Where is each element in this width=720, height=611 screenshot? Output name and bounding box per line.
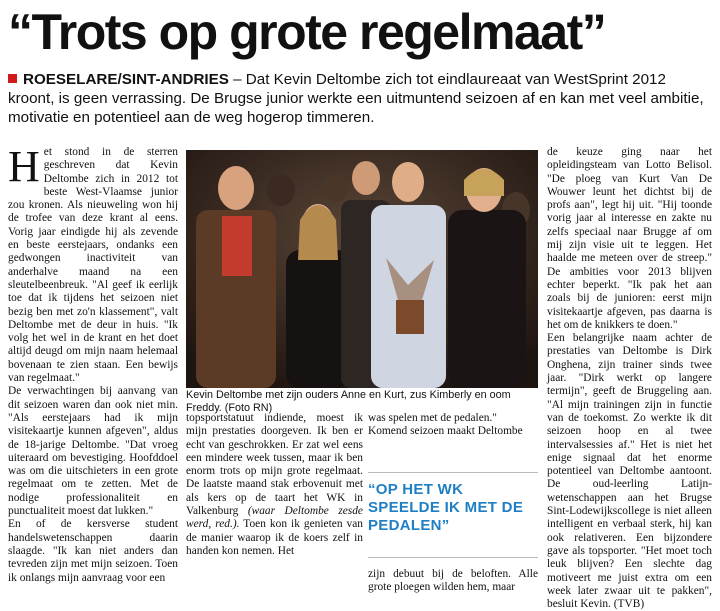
lead-text: – Dat Kevin Deltombe zich tot eindlaureaat van WestSprint 2012 kroont, is geen verrassing. De Brugse junior werkte een uitmuntend seizoen af en kan met veel ambitie, motivatie en potentieel aan de weg hogerop timmeren.: [8, 71, 704, 126]
body-paragraph: de keuze ging naar het opleidingsteam van Lotto Belisol. "De ploeg van Kurt Van De Wouwer leunt het dichtst bij de profs aan", legt hij uit. "Hij toonde vorig jaar al interesse en zakte nu zelfs speciaal naar Brugge af om mij zijn visie uit te leggen. Het haalde me meteen over de streep." De ambities voor 2013 blijven echter beperkt. "Ik pak het aan zoals bij de junioren: eerst mijn visitekaartje afgeven, pas daarna is het om de knikkers te doen.": [547, 146, 712, 331]
lead-place: ROESELARE/SINT-ANDRIES: [23, 71, 229, 88]
photo-caption: Kevin Deltombe met zijn ouders Anne en Kurt, zus Kimberly en oom Freddy. (Foto RN): [186, 389, 511, 414]
article-photo: [186, 150, 538, 388]
body-paragraph: De verwachtingen bij aanvang van dit seizoen waren dan ook niet min. "Als eerstejaars had ik mijn visitekaartje kunnen afgeven", aldus de 18-jarige Deltombe. "Dat vroeg uiteraard om bevestiging. Hoofddoel was om die uitschieters in een grote regelmaat om te zetten. Met de nodige professionaliteit en punctualiteit moest dat lukken.": [8, 385, 178, 518]
article-headline: “Trots op grote regelmaat”: [8, 4, 606, 60]
body-paragraph: Een belangrijke naam achter de prestaties van Deltombe is Dirk Onghena, zijn trainer sinds twee jaar. "Dirk werkt op langere termijn", geeft de Bruggeling aan. "Al mijn trainingen zijn in functie van de toekomst. Zo werkte ik dit seizoen hoop en al twee intervalsessies af." Het is niet het enige signaal dat het enorme potentieel van Deltombe aantoont. De oud-leerling Latijn-wetenschappen aan het Brugse Sint-Lodewijkscollege is niet alleen intelligent en verbaal sterk, hij kan ook relativeren. Een bijzondere gave als topsporter. "Het moet toch leuk blijven? Een slechte dag motiveert me juist extra om een week later zwaar uit te pakken", besluit Kevin. (TVB): [547, 332, 712, 611]
body-paragraph: [186, 412, 363, 558]
body-text: Toen kon ik genieten van de manier waarop ik de koers zelf in handen kon nemen. Het: [186, 518, 363, 557]
body-text: topsportstatuut indiende, moest ik mijn prestaties doorgeven. Ik ben er echt van geschrokken. Er zat wel eens een mindere week tussen, maar ik ben enorm trots op mijn grote regelmaat. De laatste maand stak erbovenuit met als kers op de taart het WK in Valkenburg: [186, 412, 363, 518]
article-column-1: [8, 142, 178, 592]
article-column-3-bottom: zijn debuut bij de beloften. Alle grote ploegen wilden hem, maar: [368, 568, 538, 594]
red-square-marker: [8, 74, 17, 83]
article-column-2: [186, 412, 363, 592]
article-column-4: [547, 146, 712, 611]
pull-quote: “OP HET WK SPEELDE IK MET DE PEDALEN”: [368, 472, 538, 558]
article-column-3-top: was spelen met de pedalen." Komend seizoen maakt Deltombe: [368, 412, 523, 438]
drop-cap: H: [8, 142, 40, 191]
editor-note: (waar Deltombe zesde werd, red.).: [186, 505, 363, 531]
body-paragraph: En of de kersverse student handelswetenschappen daarin slaagde. "Ik kan niet anders dan tevreden zijn met mijn seizoen. Toen ik onlangs mijn aanvraag voor een: [8, 518, 178, 584]
article-lead: [8, 70, 712, 127]
photo-illustration: [186, 150, 538, 388]
body-paragraph: et stond in de sterren geschreven dat Kevin Deltombe zich in 2012 tot beste West-Vlaamse junior zou kronen. Als nieuweling won hij de trofee van deze krant al eens. Vorig jaar eindigde hij als zevende en beste eerstejaars, ondanks een gedwongen inactiviteit van anderhalve maand na een sleutelbeenbreuk. "Al geef ik eerlijk toe dat ik tijdens het seizoen niet bezig ben met zo'n klassement", valt Deltombe met de deur in huis. "Ik volg het wel in de krant en het doet altijd deugd om mijn naam helemaal bovenaan te zien staan. Een bewijs van regelmaat.": [8, 146, 178, 385]
